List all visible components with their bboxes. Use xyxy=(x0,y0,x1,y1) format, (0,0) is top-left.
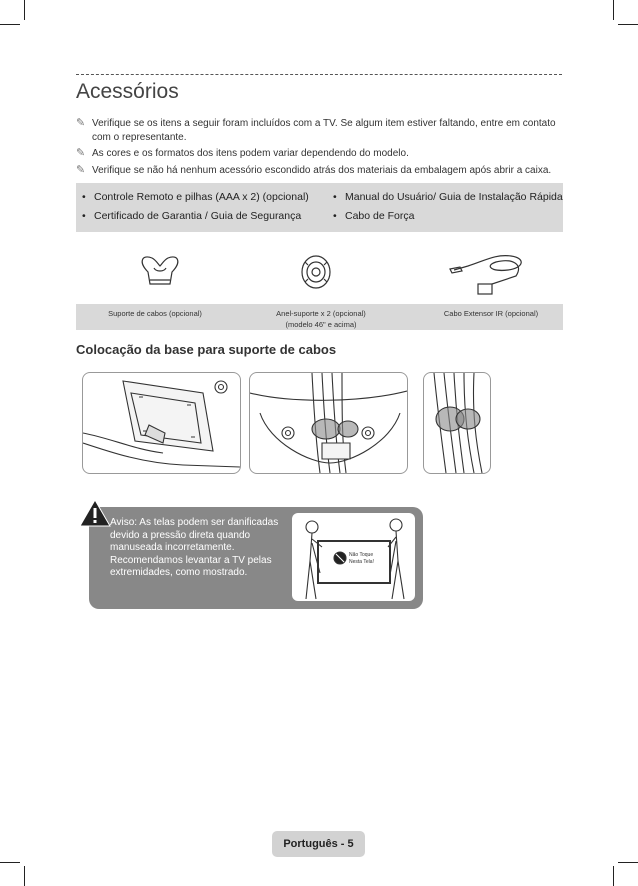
tv-lifting-illustration xyxy=(292,513,415,601)
notes-list xyxy=(76,117,566,180)
image-captions xyxy=(76,304,563,330)
section-title: Colocação da base para suporte de cabos xyxy=(76,342,337,357)
accessories-left-list xyxy=(80,190,309,228)
caption-ir-cable: Cabo Extensor IR (opcional) xyxy=(443,309,539,318)
crop-mark xyxy=(24,0,25,20)
ir-cable-illustration xyxy=(450,256,521,294)
note-item xyxy=(76,117,566,144)
pencil-note-icon: ✎ xyxy=(76,147,86,159)
caption-ring-line1: Anel-suporte x 2 (opcional) xyxy=(276,309,366,318)
caption-ring-line2: (modelo 46" e acima) xyxy=(285,320,357,329)
instruction-image-1 xyxy=(82,372,241,474)
accessory-item: • Cabo de Força xyxy=(331,209,563,228)
accessory-images xyxy=(76,236,563,308)
note-item xyxy=(76,164,566,178)
note-text: As cores e os formatos dos itens podem variar dependendo do modelo. xyxy=(92,148,409,159)
crop-mark xyxy=(0,862,20,863)
accessory-item: • Controle Remoto e pilhas (AAA x 2) (opcional) xyxy=(80,190,309,209)
crop-mark xyxy=(613,0,614,20)
ring-holder-illustration xyxy=(302,256,330,288)
instruction-image-3 xyxy=(423,372,491,474)
page-number: Português - 5 xyxy=(283,838,354,850)
crop-mark xyxy=(618,862,638,863)
pencil-note-icon: ✎ xyxy=(76,117,86,129)
crop-mark xyxy=(0,24,20,25)
warning-text: Aviso: As telas podem ser danificadas devido a pressão direta quando manuseada incorretamente. Recomendamos levantar a TV pelas extremidades, como mostrado. xyxy=(110,517,279,578)
instruction-image-2 xyxy=(249,372,408,474)
accessory-item: • Manual do Usuário/ Guia de Instalação Rápida xyxy=(331,190,563,209)
page-footer xyxy=(272,831,365,857)
warning-triangle-icon xyxy=(79,499,111,532)
cable-holder-illustration xyxy=(142,257,178,284)
note-text: Verifique se os itens a seguir foram incluídos com a TV. Se algum item estiver faltando, entre em contato com o representante. xyxy=(92,118,556,143)
sign-line1: Não Toque xyxy=(349,552,374,558)
caption-ring xyxy=(251,308,391,330)
page-title: Acessórios xyxy=(76,80,179,103)
crop-mark xyxy=(613,866,614,886)
accessory-item: • Certificado de Garantia / Guia de Segurança xyxy=(80,209,309,228)
crop-mark xyxy=(618,24,638,25)
crop-mark xyxy=(24,866,25,886)
note-item xyxy=(76,147,566,161)
accessories-right-list xyxy=(331,190,563,228)
note-text: Verifique se não há nenhum acessório escondido atrás dos materiais da embalagem após abrir a caixa. xyxy=(92,164,552,176)
sign-line2: Nesta Tela! xyxy=(349,559,374,565)
caption-cable-holder: Suporte de cabos (opcional) xyxy=(108,309,202,318)
pencil-note-icon: ✎ xyxy=(76,163,86,176)
section-divider xyxy=(76,74,562,75)
accessories-box xyxy=(76,183,563,232)
